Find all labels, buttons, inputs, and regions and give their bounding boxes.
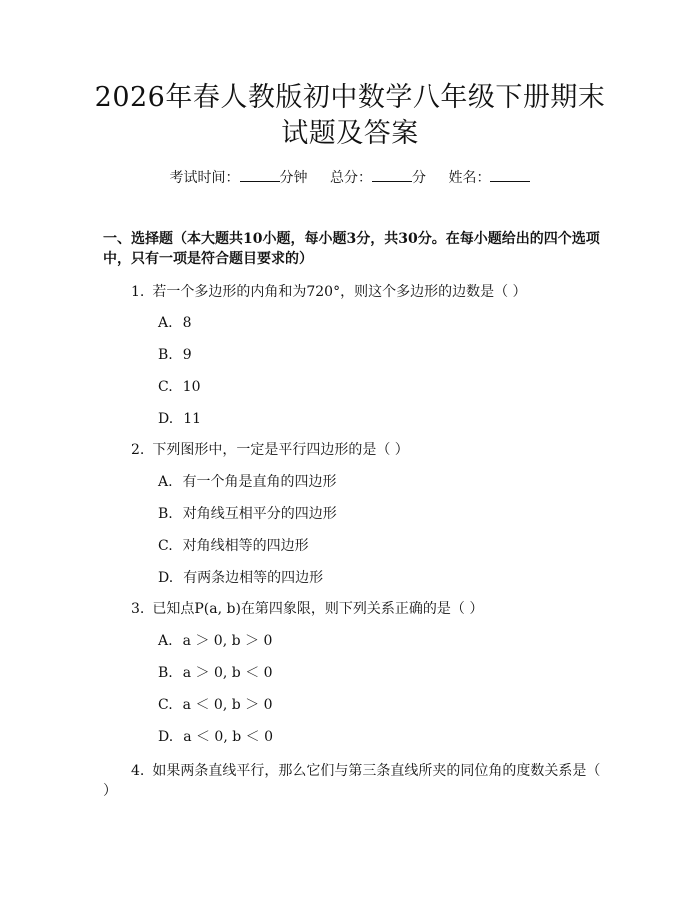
option-letter: B. [158, 665, 173, 681]
option-text: 对角线互相平分的四边形 [182, 506, 337, 522]
question-3-option-c [158, 695, 273, 715]
option-letter: C. [158, 379, 173, 395]
question-1-option-b [158, 345, 192, 365]
question-text: 已知点P(a, b)在第四象限，则下列关系正确的是（ ） [152, 601, 484, 617]
exam-time-unit: 分钟 [279, 170, 308, 186]
question-2-option-b [158, 504, 337, 524]
option-text: a ＞ 0, b ＜ 0 [182, 665, 273, 681]
question-1-option-a [158, 313, 191, 333]
document-title: 2026年春人教版初中数学八年级下册期末试题及答案 [94, 82, 606, 149]
option-text: 10 [182, 379, 201, 395]
option-letter: C. [158, 697, 173, 713]
total-score-blank [372, 169, 412, 182]
option-letter: A. [158, 315, 173, 331]
name-label: 姓名： [448, 170, 491, 186]
question-2-option-d [158, 568, 323, 588]
question-2-option-c [158, 536, 309, 556]
option-letter: D. [158, 729, 174, 745]
question-3-option-d [158, 727, 273, 747]
question-2 [131, 440, 611, 460]
option-text: 对角线相等的四边形 [182, 538, 309, 554]
question-1-option-d [158, 409, 201, 429]
option-letter: B. [158, 506, 173, 522]
question-2-option-a [158, 472, 337, 492]
question-3 [131, 599, 611, 619]
name-field [448, 170, 530, 186]
exam-info-line [0, 169, 700, 187]
option-letter: B. [158, 347, 173, 363]
question-text: 如果两条直线平行，那么它们与第三条直线所夹的同位角的度数关系是（ ） [103, 763, 601, 799]
option-text: 8 [182, 315, 192, 331]
question-number: 2. [131, 442, 145, 458]
option-text: a ＜ 0, b ＞ 0 [182, 697, 273, 713]
option-letter: D. [158, 411, 174, 427]
question-number: 1. [131, 284, 145, 300]
option-text: 有一个角是直角的四边形 [182, 474, 337, 490]
option-letter: A. [158, 633, 173, 649]
question-1-option-c [158, 377, 201, 397]
question-text: 若一个多边形的内角和为720°，则这个多边形的边数是（ ） [152, 284, 527, 300]
option-text: 9 [182, 347, 192, 363]
exam-time-label: 考试时间： [169, 170, 240, 186]
total-score-label: 总分： [330, 170, 372, 186]
question-text: 下列图形中，一定是平行四边形的是（ ） [152, 442, 409, 458]
total-score-unit: 分 [412, 170, 426, 186]
option-text: a ＞ 0, b ＞ 0 [182, 633, 273, 649]
question-3-option-b [158, 663, 273, 683]
question-number: 4. [131, 763, 145, 779]
option-text: a ＜ 0, b ＜ 0 [183, 729, 274, 745]
section-heading-multiple-choice: 一、选择题（本大题共10小题，每小题3分，共30分。在每小题给出的四个选项中，只有一项是符合题目要求的） [103, 231, 600, 267]
question-4 [103, 761, 603, 801]
option-letter: A. [158, 474, 173, 490]
option-text: 有两条边相等的四边形 [183, 570, 324, 586]
question-1 [131, 282, 611, 302]
total-score-field [330, 170, 426, 186]
exam-time-field [170, 170, 308, 186]
option-letter: D. [158, 570, 174, 586]
name-blank [490, 169, 530, 182]
question-number: 3. [131, 601, 145, 617]
exam-time-blank [240, 169, 280, 182]
option-letter: C. [158, 538, 173, 554]
option-text: 11 [183, 411, 202, 427]
question-3-option-a [158, 631, 272, 651]
